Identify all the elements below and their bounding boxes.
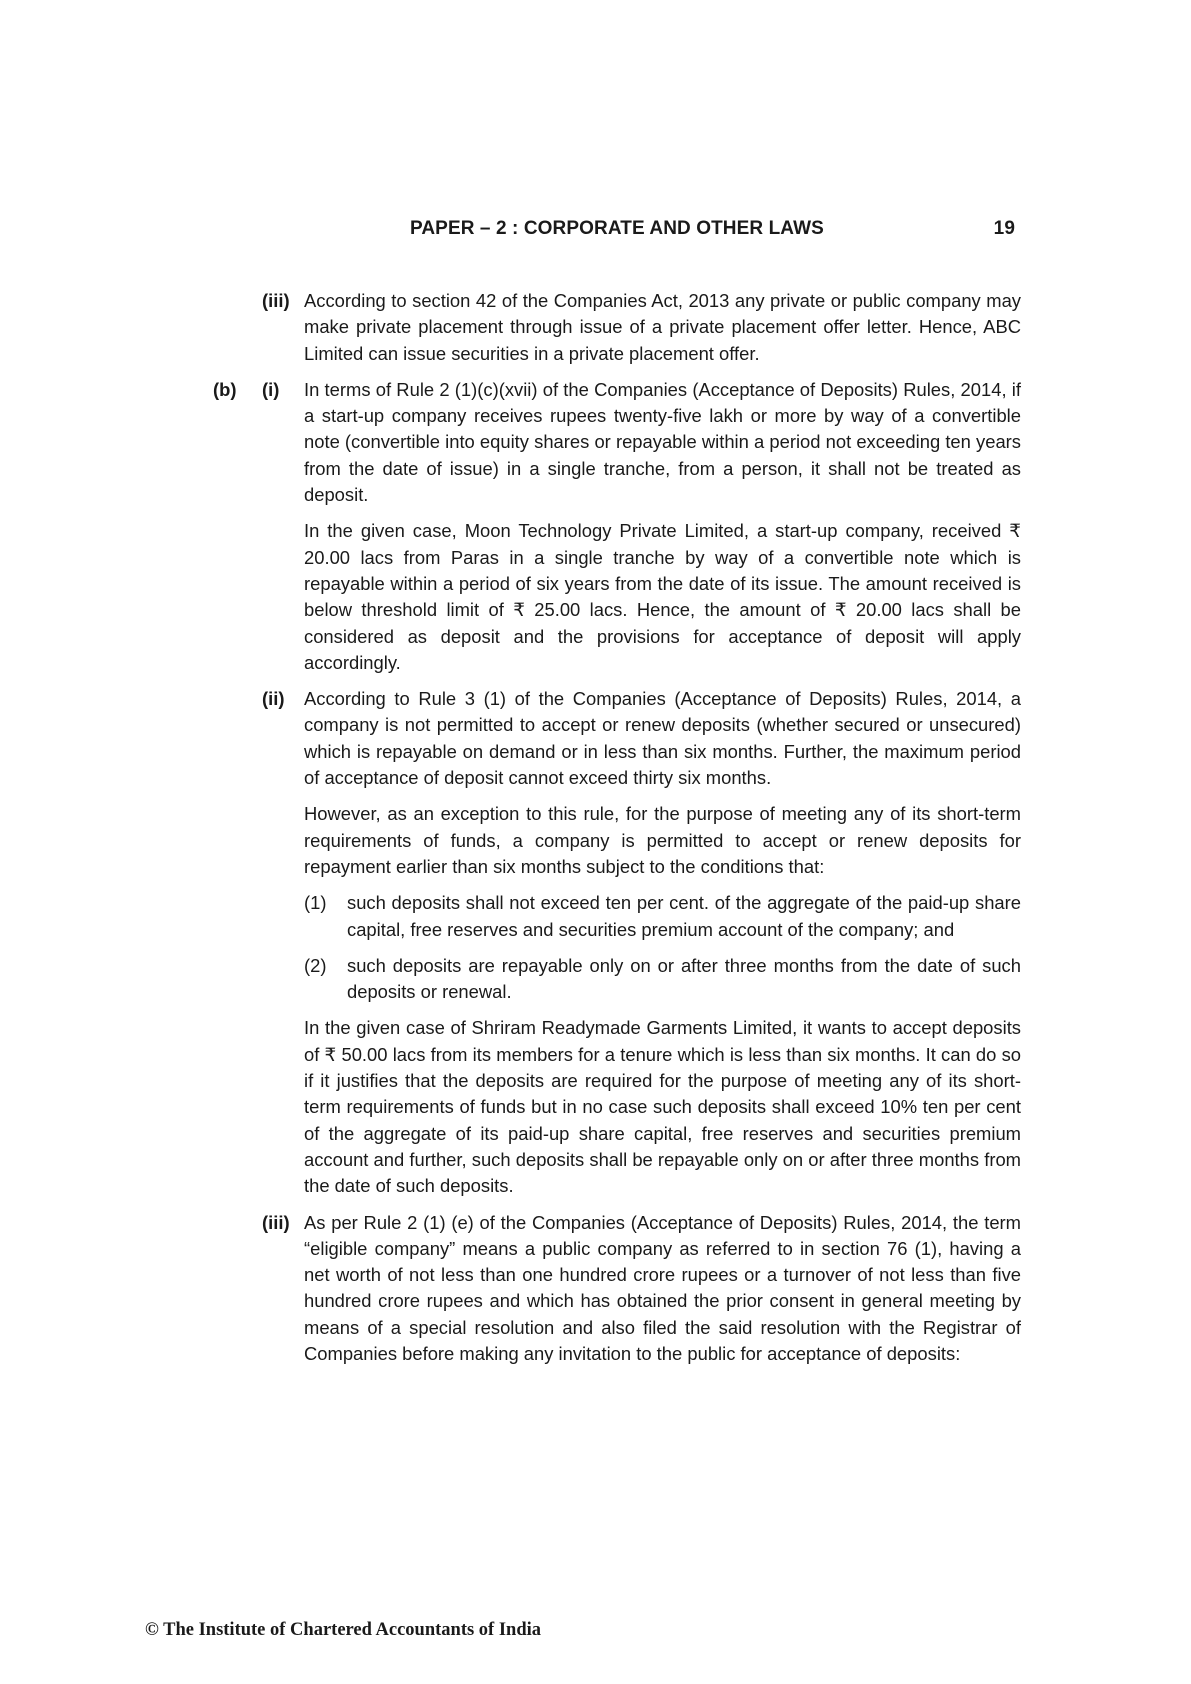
page-number: 19: [993, 218, 1015, 239]
answer-body: [213, 288, 1021, 1377]
item-label: (iii): [262, 1211, 290, 1233]
condition-item: [304, 890, 1021, 943]
item-label: (i): [262, 378, 280, 400]
answer-b-i: [213, 377, 1021, 676]
condition-item: [304, 953, 1021, 1006]
condition-text: such deposits are repayable only on or after three months from the date of such deposits or renewal.: [347, 954, 1021, 1003]
copyright-footer: © The Institute of Chartered Accountants of India: [145, 1620, 542, 1640]
answer-b-ii: [213, 686, 1021, 1199]
condition-number: (1): [304, 892, 327, 914]
paragraph: In the given case, Moon Technology Private Limited, a start-up company, received ₹ 20.00 lacs from Paras in a single tranche by way of a convertible note which is repayable within a period of six years from the date of its issue. The amount received is below threshold limit of ₹ 25.00 lacs. Hence, the amount of ₹ 20.00 lacs shall be considered as deposit and the provisions for acceptance of deposit will apply accordingly.: [304, 520, 1021, 673]
condition-number: (2): [304, 954, 327, 976]
paragraph: In the given case of Shriram Readymade Garments Limited, it wants to accept deposits of ₹ 50.00 lacs from its members for a tenure which is less than six months. It can do so if it justifies that the deposits are required for the purpose of meeting any of its short-term requirements of funds but in no case such deposits shall exceed 10% ten per cent of the aggregate of its paid-up share capital, free reserves and securities premium account and further, such deposits shall be repayable only on or after three months from the date of such deposits.: [304, 1017, 1021, 1197]
paper-title: PAPER – 2 : CORPORATE AND OTHER LAWS: [410, 218, 824, 239]
answer-b-iii: [213, 1210, 1021, 1368]
paragraph: As per Rule 2 (1) (e) of the Companies (Acceptance of Deposits) Rules, 2014, the term “eligible company” means a public company as referred to in section 76 (1), having a net worth of not less than one hundred crore rupees or a turnover of not less than five hundred crore rupees and which has obtained the prior consent in general meeting by means of a special resolution and also filed the said resolution with the Registrar of Companies before making any invitation to the public for acceptance of deposits:: [304, 1211, 1021, 1364]
part-label: (b): [213, 378, 237, 400]
answer-a-iii: [213, 288, 1021, 367]
item-label: (ii): [262, 688, 285, 710]
paragraph: According to section 42 of the Companies Act, 2013 any private or public company may make private placement through issue of a private placement offer letter. Hence, ABC Limited can issue securities in a private placement offer.: [304, 290, 1021, 364]
paragraph: According to Rule 3 (1) of the Companies (Acceptance of Deposits) Rules, 2014, a company is not permitted to accept or renew deposits (whether secured or unsecured) which is repayable on demand or in less than six months. Further, the maximum period of acceptance of deposit cannot exceed thirty six months.: [304, 688, 1021, 789]
item-label: (iii): [262, 290, 290, 311]
paragraph: However, as an exception to this rule, for the purpose of meeting any of its short-term requirements of funds, a company is permitted to accept or renew deposits for repayment earlier than six months subject to the conditions that:: [304, 803, 1021, 877]
condition-text: such deposits shall not exceed ten per cent. of the aggregate of the paid-up share capital, free reserves and securities premium account of the company; and: [347, 892, 1021, 940]
paragraph: In terms of Rule 2 (1)(c)(xvii) of the Companies (Acceptance of Deposits) Rules, 2014, if a start-up company receives rupees twenty-five lakh or more by way of a convertible note (convertible into equity shares or repayable within a period not exceeding ten years from the date of issue) in a single tranche, from a person, it shall not be treated as deposit.: [304, 378, 1021, 506]
